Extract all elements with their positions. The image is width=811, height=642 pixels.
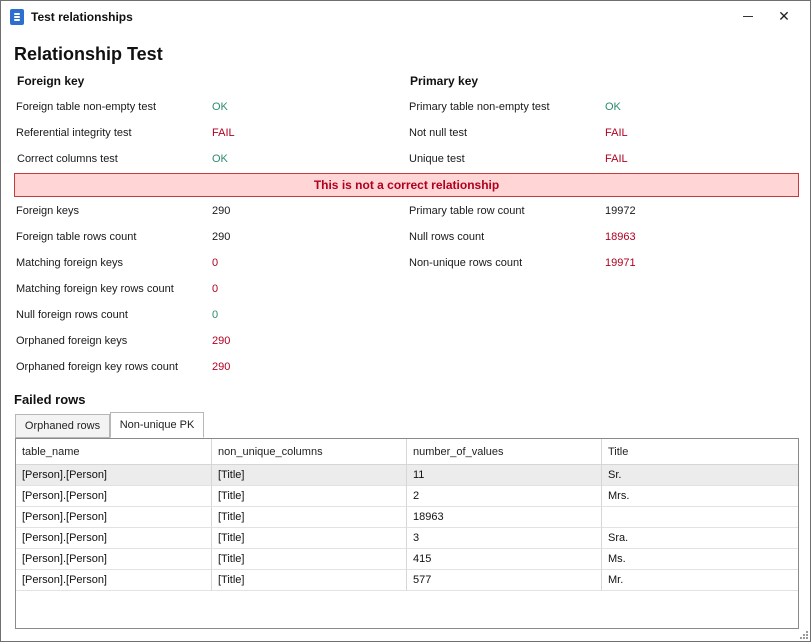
fk-test-label: Correct columns test xyxy=(17,153,118,165)
table-cell[interactable]: [Title] xyxy=(212,528,407,549)
table-cell[interactable]: 2 xyxy=(407,486,602,507)
column-header[interactable]: Title xyxy=(608,445,629,458)
table-cell[interactable]: [Person].[Person] xyxy=(16,570,212,591)
close-icon: ✕ xyxy=(778,8,790,24)
fk-stat-label: Foreign keys xyxy=(16,205,79,217)
fk-test-label: Foreign table non-empty test xyxy=(16,101,157,113)
tab-non-unique-pk[interactable]: Non-unique PK xyxy=(110,412,204,438)
tab-orphaned-rows[interactable]: Orphaned rows xyxy=(15,414,110,438)
fk-test-label: Referential integrity test xyxy=(16,127,132,139)
table-cell[interactable]: [Title] xyxy=(212,465,407,486)
pk-test-label: Primary table non-empty test xyxy=(409,101,550,113)
minimize-icon xyxy=(743,16,753,17)
table-cell[interactable]: [Title] xyxy=(212,549,407,570)
close-button[interactable] xyxy=(767,1,801,32)
table-cell[interactable]: 415 xyxy=(407,549,602,570)
fk-stat-value: 290 xyxy=(212,231,231,243)
pk-test-value: OK xyxy=(605,101,621,113)
status-banner: This is not a correct relationship xyxy=(14,173,799,197)
resize-grip-icon[interactable] xyxy=(800,631,808,639)
foreign-key-heading: Foreign key xyxy=(17,74,85,88)
fk-stat-label: Null foreign rows count xyxy=(16,309,128,321)
fk-stat-value: 0 xyxy=(212,283,219,295)
pk-test-label: Not null test xyxy=(409,127,468,139)
table-cell[interactable]: Sra. xyxy=(602,528,798,549)
table-cell[interactable]: Mrs. xyxy=(602,486,798,507)
pk-stat-label: Null rows count xyxy=(409,231,485,243)
grid-header-row xyxy=(16,439,798,465)
primary-key-heading: Primary key xyxy=(410,74,479,88)
fk-stat-value: 290 xyxy=(212,335,231,347)
fk-stat-label: Matching foreign keys xyxy=(16,257,123,269)
table-cell[interactable]: [Title] xyxy=(212,486,407,507)
page-title: Relationship Test xyxy=(14,44,163,64)
pk-test-value: FAIL xyxy=(605,127,628,139)
fk-stat-label: Matching foreign key rows count xyxy=(16,283,174,295)
table-cell[interactable]: [Person].[Person] xyxy=(16,486,212,507)
fk-stat-label: Orphaned foreign key rows count xyxy=(16,361,179,373)
table-cell[interactable]: Ms. xyxy=(602,549,798,570)
fk-stat-value: 290 xyxy=(212,205,231,217)
table-row[interactable] xyxy=(16,507,798,528)
window-title: Test relationships xyxy=(31,10,133,24)
table-cell[interactable]: 11 xyxy=(407,465,602,486)
fk-test-value: FAIL xyxy=(212,127,235,139)
fk-stat-label: Foreign table rows count xyxy=(16,231,137,243)
failed-rows-heading: Failed rows xyxy=(14,392,86,407)
pk-stat-value: 19972 xyxy=(605,205,636,217)
table-cell[interactable]: 577 xyxy=(407,570,602,591)
title-bar[interactable] xyxy=(1,1,810,32)
table-row[interactable] xyxy=(16,486,798,507)
minimize-button[interactable] xyxy=(731,1,765,32)
fk-stat-label: Orphaned foreign keys xyxy=(16,335,128,347)
table-cell[interactable]: [Person].[Person] xyxy=(16,507,212,528)
fk-test-value: OK xyxy=(212,153,228,165)
pk-stat-label: Non-unique rows count xyxy=(409,257,523,269)
failed-rows-grid[interactable] xyxy=(15,438,799,629)
table-cell[interactable]: Sr. xyxy=(602,465,798,486)
fk-test-value: OK xyxy=(212,101,228,113)
table-row[interactable] xyxy=(16,465,798,486)
column-header[interactable]: table_name xyxy=(16,439,212,464)
table-cell[interactable]: [Person].[Person] xyxy=(16,528,212,549)
table-cell[interactable]: [Person].[Person] xyxy=(16,549,212,570)
table-cell[interactable]: 3 xyxy=(407,528,602,549)
table-cell[interactable]: [Person].[Person] xyxy=(16,465,212,486)
pk-stat-value: 19971 xyxy=(605,257,636,269)
database-icon xyxy=(10,9,24,25)
fk-stat-value: 0 xyxy=(212,309,219,321)
table-cell[interactable]: [Title] xyxy=(212,507,407,528)
fk-stat-value: 0 xyxy=(212,257,219,269)
table-cell[interactable]: 18963 xyxy=(407,507,602,528)
pk-test-value: FAIL xyxy=(605,153,628,165)
table-row[interactable] xyxy=(16,570,798,591)
table-row[interactable] xyxy=(16,549,798,570)
table-cell[interactable]: [Title] xyxy=(212,570,407,591)
pk-test-label: Unique test xyxy=(409,153,465,165)
column-header[interactable]: number_of_values xyxy=(407,439,602,464)
column-header[interactable]: non_unique_columns xyxy=(212,439,407,464)
table-cell[interactable] xyxy=(602,507,798,528)
fk-stat-value: 290 xyxy=(212,361,231,373)
pk-stat-value: 18963 xyxy=(605,231,636,243)
table-cell[interactable]: Mr. xyxy=(602,570,798,591)
pk-stat-label: Primary table row count xyxy=(409,205,525,217)
table-row[interactable] xyxy=(16,528,798,549)
